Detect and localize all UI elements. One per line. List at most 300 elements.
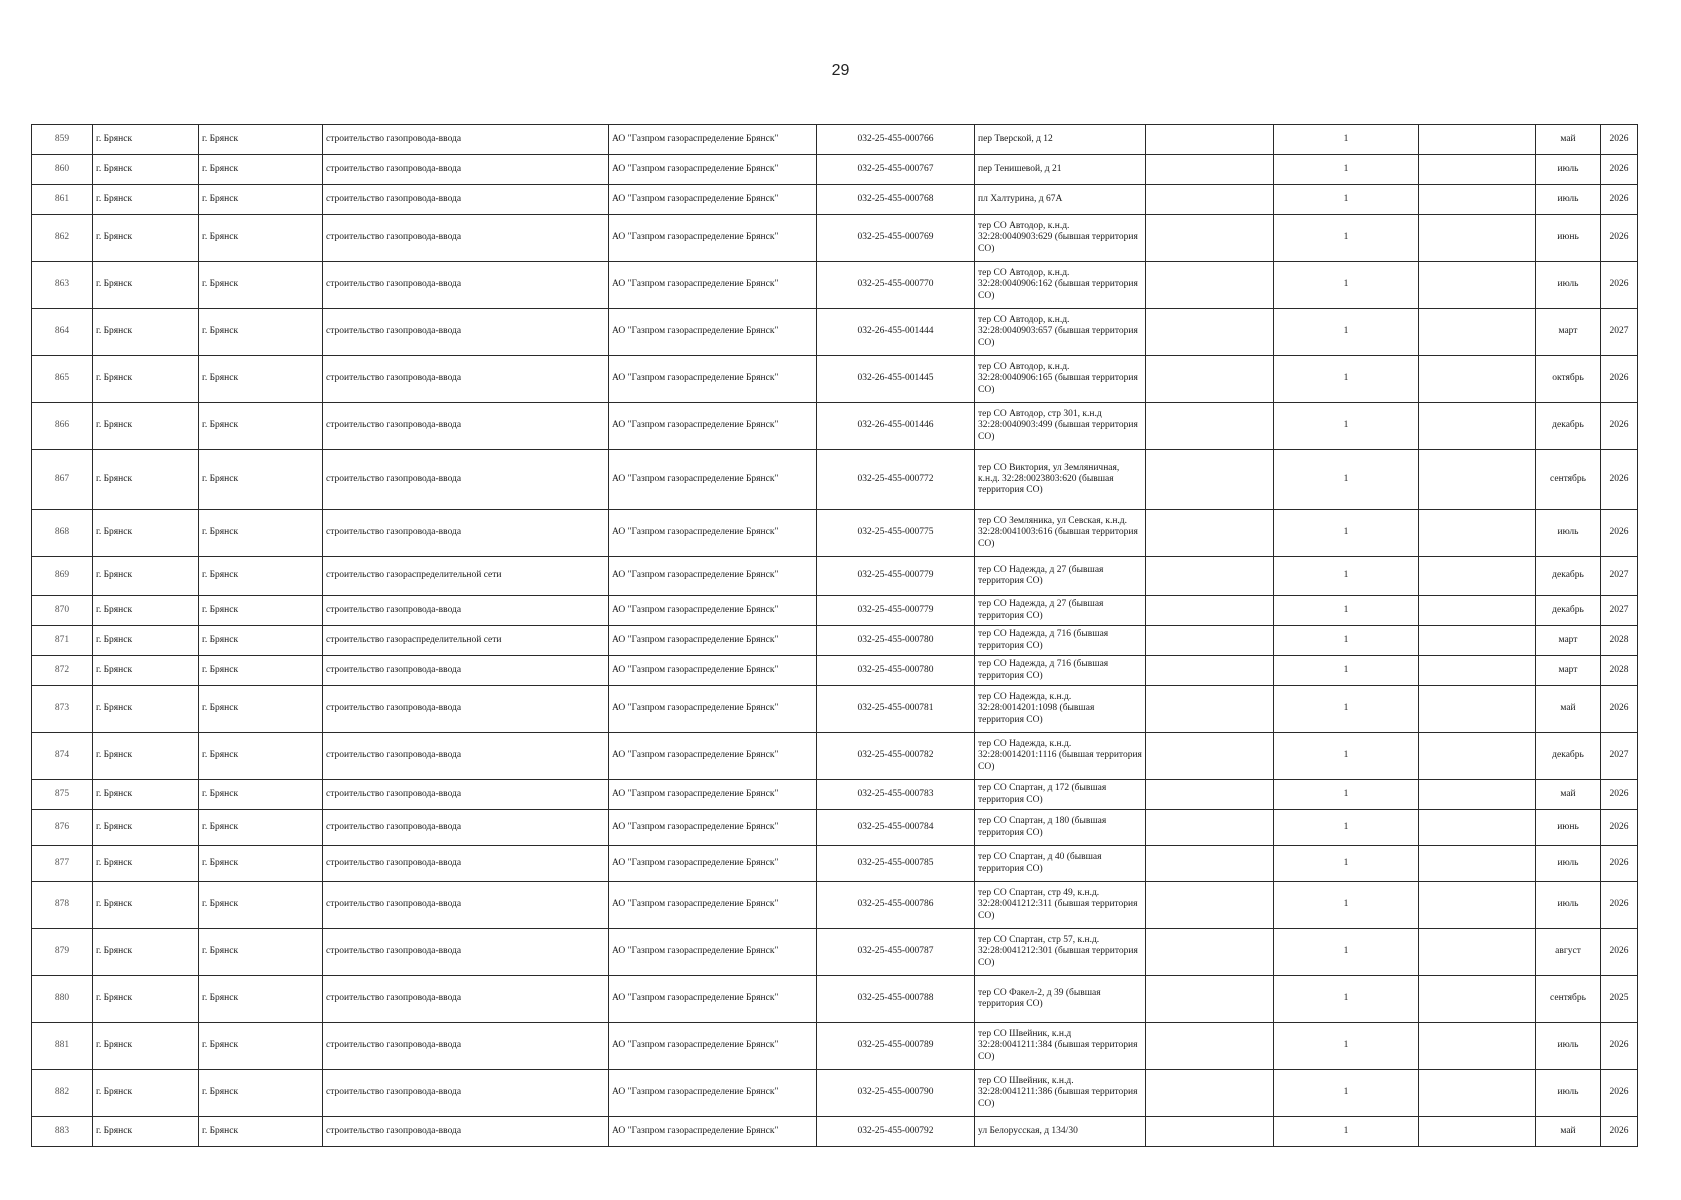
month-cell: июль — [1536, 1023, 1601, 1070]
table-row — [32, 262, 1638, 309]
work-type-cell: строительство газопровода-ввода — [323, 185, 609, 215]
organization-cell: АО "Газпром газораспределение Брянск" — [609, 846, 817, 882]
code-cell: 032-25-455-000780 — [817, 656, 975, 686]
row-number: 881 — [32, 1023, 93, 1070]
quantity-cell: 1 — [1274, 810, 1419, 846]
year-cell: 2027 — [1601, 596, 1638, 626]
organization-cell: АО "Газпром газораспределение Брянск" — [609, 185, 817, 215]
table-row — [32, 846, 1638, 882]
year-cell: 2026 — [1601, 882, 1638, 929]
month-cell: декабрь — [1536, 733, 1601, 780]
organization-cell: АО "Газпром газораспределение Брянск" — [609, 262, 817, 309]
quantity-cell: 1 — [1274, 1070, 1419, 1117]
settlement-cell: г. Брянск — [93, 356, 199, 403]
work-type-cell: строительство газопровода-ввода — [323, 1117, 609, 1147]
row-number: 873 — [32, 686, 93, 733]
quantity-cell: 1 — [1274, 626, 1419, 656]
table-row — [32, 686, 1638, 733]
address-cell: тер СО Земляника, ул Севская, к.н.д. 32:28:0041003:616 (бывшая территория СО) — [975, 510, 1146, 557]
code-cell: 032-26-455-001446 — [817, 403, 975, 450]
row-number: 882 — [32, 1070, 93, 1117]
settlement-cell: г. Брянск — [93, 596, 199, 626]
year-cell: 2026 — [1601, 450, 1638, 510]
organization-cell: АО "Газпром газораспределение Брянск" — [609, 557, 817, 596]
city-cell: г. Брянск — [199, 125, 323, 155]
table-row — [32, 450, 1638, 510]
year-cell: 2026 — [1601, 1023, 1638, 1070]
settlement-cell: г. Брянск — [93, 155, 199, 185]
empty-cell — [1419, 846, 1536, 882]
code-cell: 032-25-455-000788 — [817, 976, 975, 1023]
city-cell: г. Брянск — [199, 780, 323, 810]
row-number: 872 — [32, 656, 93, 686]
settlement-cell: г. Брянск — [93, 215, 199, 262]
code-cell: 032-26-455-001445 — [817, 356, 975, 403]
empty-cell — [1419, 1070, 1536, 1117]
city-cell: г. Брянск — [199, 626, 323, 656]
address-cell: тер СО Надежда, д 716 (бывшая территория СО) — [975, 626, 1146, 656]
organization-cell: АО "Газпром газораспределение Брянск" — [609, 125, 817, 155]
address-cell: пер Тенишевой, д 21 — [975, 155, 1146, 185]
empty-cell — [1146, 626, 1274, 656]
empty-cell — [1146, 656, 1274, 686]
organization-cell: АО "Газпром газораспределение Брянск" — [609, 656, 817, 686]
row-number: 880 — [32, 976, 93, 1023]
year-cell: 2026 — [1601, 155, 1638, 185]
city-cell: г. Брянск — [199, 846, 323, 882]
work-type-cell: строительство газопровода-ввода — [323, 596, 609, 626]
empty-cell — [1419, 686, 1536, 733]
quantity-cell: 1 — [1274, 780, 1419, 810]
month-cell: сентябрь — [1536, 976, 1601, 1023]
work-type-cell: строительство газораспределительной сети — [323, 626, 609, 656]
address-cell: пер Тверской, д 12 — [975, 125, 1146, 155]
code-cell: 032-25-455-000768 — [817, 185, 975, 215]
table-row — [32, 1070, 1638, 1117]
year-cell: 2026 — [1601, 403, 1638, 450]
settlement-cell: г. Брянск — [93, 686, 199, 733]
year-cell: 2026 — [1601, 125, 1638, 155]
empty-cell — [1146, 976, 1274, 1023]
empty-cell — [1146, 810, 1274, 846]
organization-cell: АО "Газпром газораспределение Брянск" — [609, 510, 817, 557]
address-cell: тер СО Швейник, к.н.д 32:28:0041211:384 (бывшая территория СО) — [975, 1023, 1146, 1070]
empty-cell — [1419, 309, 1536, 356]
address-cell: тер СО Надежда, д 27 (бывшая территория СО) — [975, 557, 1146, 596]
table-row — [32, 557, 1638, 596]
address-cell: тер СО Спартан, д 40 (бывшая территория СО) — [975, 846, 1146, 882]
settlement-cell: г. Брянск — [93, 403, 199, 450]
year-cell: 2027 — [1601, 557, 1638, 596]
table-row — [32, 215, 1638, 262]
row-number: 876 — [32, 810, 93, 846]
code-cell: 032-25-455-000779 — [817, 596, 975, 626]
empty-cell — [1146, 780, 1274, 810]
settlement-cell: г. Брянск — [93, 846, 199, 882]
city-cell: г. Брянск — [199, 185, 323, 215]
city-cell: г. Брянск — [199, 929, 323, 976]
empty-cell — [1146, 1117, 1274, 1147]
work-type-cell: строительство газопровода-ввода — [323, 733, 609, 780]
empty-cell — [1419, 356, 1536, 403]
table-row — [32, 780, 1638, 810]
settlement-cell: г. Брянск — [93, 929, 199, 976]
empty-cell — [1146, 125, 1274, 155]
address-cell: тер СО Надежда, к.н.д. 32:28:0014201:1098 (бывшая территория СО) — [975, 686, 1146, 733]
quantity-cell: 1 — [1274, 403, 1419, 450]
table-row — [32, 596, 1638, 626]
work-type-cell: строительство газопровода-ввода — [323, 929, 609, 976]
quantity-cell: 1 — [1274, 262, 1419, 309]
organization-cell: АО "Газпром газораспределение Брянск" — [609, 810, 817, 846]
table-row — [32, 976, 1638, 1023]
month-cell: май — [1536, 686, 1601, 733]
table-row — [32, 510, 1638, 557]
year-cell: 2026 — [1601, 929, 1638, 976]
empty-cell — [1419, 262, 1536, 309]
empty-cell — [1146, 1070, 1274, 1117]
work-type-cell: строительство газопровода-ввода — [323, 450, 609, 510]
empty-cell — [1146, 510, 1274, 557]
city-cell: г. Брянск — [199, 403, 323, 450]
city-cell: г. Брянск — [199, 510, 323, 557]
work-type-cell: строительство газопровода-ввода — [323, 686, 609, 733]
settlement-cell: г. Брянск — [93, 557, 199, 596]
month-cell: октябрь — [1536, 356, 1601, 403]
year-cell: 2027 — [1601, 733, 1638, 780]
month-cell: июль — [1536, 510, 1601, 557]
empty-cell — [1146, 262, 1274, 309]
city-cell: г. Брянск — [199, 262, 323, 309]
settlement-cell: г. Брянск — [93, 309, 199, 356]
month-cell: июль — [1536, 882, 1601, 929]
quantity-cell: 1 — [1274, 557, 1419, 596]
work-type-cell: строительство газопровода-ввода — [323, 1070, 609, 1117]
address-cell: тер СО Надежда, д 716 (бывшая территория СО) — [975, 656, 1146, 686]
organization-cell: АО "Газпром газораспределение Брянск" — [609, 1023, 817, 1070]
code-cell: 032-25-455-000790 — [817, 1070, 975, 1117]
settlement-cell: г. Брянск — [93, 450, 199, 510]
code-cell: 032-25-455-000781 — [817, 686, 975, 733]
empty-cell — [1419, 1023, 1536, 1070]
empty-cell — [1146, 596, 1274, 626]
row-number: 865 — [32, 356, 93, 403]
row-number: 868 — [32, 510, 93, 557]
settlement-cell: г. Брянск — [93, 810, 199, 846]
organization-cell: АО "Газпром газораспределение Брянск" — [609, 626, 817, 656]
empty-cell — [1419, 780, 1536, 810]
row-number: 864 — [32, 309, 93, 356]
year-cell: 2026 — [1601, 686, 1638, 733]
work-type-cell: строительство газопровода-ввода — [323, 846, 609, 882]
address-cell: тер СО Автодор, стр 301, к.н.д 32:28:0040903:499 (бывшая территория СО) — [975, 403, 1146, 450]
organization-cell: АО "Газпром газораспределение Брянск" — [609, 686, 817, 733]
work-type-cell: строительство газопровода-ввода — [323, 976, 609, 1023]
row-number: 866 — [32, 403, 93, 450]
table-row — [32, 125, 1638, 155]
settlement-cell: г. Брянск — [93, 976, 199, 1023]
empty-cell — [1419, 596, 1536, 626]
quantity-cell: 1 — [1274, 215, 1419, 262]
address-cell: тер СО Надежда, к.н.д. 32:28:0014201:1116 (бывшая территория СО) — [975, 733, 1146, 780]
empty-cell — [1146, 929, 1274, 976]
address-cell: тер СО Спартан, стр 57, к.н.д. 32:28:0041212:301 (бывшая территория СО) — [975, 929, 1146, 976]
address-cell: тер СО Автодор, к.н.д. 32:28:0040903:629 (бывшая территория СО) — [975, 215, 1146, 262]
empty-cell — [1419, 403, 1536, 450]
code-cell: 032-25-455-000786 — [817, 882, 975, 929]
organization-cell: АО "Газпром газораспределение Брянск" — [609, 155, 817, 185]
row-number: 878 — [32, 882, 93, 929]
code-cell: 032-25-455-000785 — [817, 846, 975, 882]
table-row — [32, 356, 1638, 403]
row-number: 860 — [32, 155, 93, 185]
city-cell: г. Брянск — [199, 976, 323, 1023]
settlement-cell: г. Брянск — [93, 882, 199, 929]
row-number: 874 — [32, 733, 93, 780]
work-type-cell: строительство газопровода-ввода — [323, 510, 609, 557]
work-type-cell: строительство газопровода-ввода — [323, 155, 609, 185]
table-row — [32, 929, 1638, 976]
code-cell: 032-25-455-000775 — [817, 510, 975, 557]
organization-cell: АО "Газпром газораспределение Брянск" — [609, 403, 817, 450]
empty-cell — [1146, 450, 1274, 510]
quantity-cell: 1 — [1274, 185, 1419, 215]
quantity-cell: 1 — [1274, 155, 1419, 185]
quantity-cell: 1 — [1274, 596, 1419, 626]
empty-cell — [1146, 215, 1274, 262]
empty-cell — [1419, 882, 1536, 929]
settlement-cell: г. Брянск — [93, 656, 199, 686]
address-cell: тер СО Автодор, к.н.д. 32:28:0040903:657 (бывшая территория СО) — [975, 309, 1146, 356]
year-cell: 2025 — [1601, 976, 1638, 1023]
table-row — [32, 810, 1638, 846]
row-number: 883 — [32, 1117, 93, 1147]
empty-cell — [1146, 882, 1274, 929]
table-row — [32, 309, 1638, 356]
empty-cell — [1146, 185, 1274, 215]
work-type-cell: строительство газопровода-ввода — [323, 1023, 609, 1070]
code-cell: 032-25-455-000770 — [817, 262, 975, 309]
table-row — [32, 185, 1638, 215]
code-cell: 032-25-455-000787 — [817, 929, 975, 976]
empty-cell — [1146, 356, 1274, 403]
address-cell: тер СО Автодор, к.н.д. 32:28:0040906:165 (бывшая территория СО) — [975, 356, 1146, 403]
code-cell: 032-25-455-000789 — [817, 1023, 975, 1070]
city-cell: г. Брянск — [199, 1117, 323, 1147]
city-cell: г. Брянск — [199, 810, 323, 846]
empty-cell — [1419, 929, 1536, 976]
organization-cell: АО "Газпром газораспределение Брянск" — [609, 882, 817, 929]
quantity-cell: 1 — [1274, 846, 1419, 882]
address-cell: тер СО Спартан, д 180 (бывшая территория СО) — [975, 810, 1146, 846]
city-cell: г. Брянск — [199, 686, 323, 733]
year-cell: 2026 — [1601, 262, 1638, 309]
city-cell: г. Брянск — [199, 450, 323, 510]
month-cell: июль — [1536, 846, 1601, 882]
work-type-cell: строительство газопровода-ввода — [323, 356, 609, 403]
code-cell: 032-25-455-000767 — [817, 155, 975, 185]
table-row — [32, 403, 1638, 450]
organization-cell: АО "Газпром газораспределение Брянск" — [609, 596, 817, 626]
address-cell: тер СО Надежда, д 27 (бывшая территория СО) — [975, 596, 1146, 626]
empty-cell — [1146, 686, 1274, 733]
row-number: 877 — [32, 846, 93, 882]
settlement-cell: г. Брянск — [93, 262, 199, 309]
year-cell: 2027 — [1601, 309, 1638, 356]
table-body — [32, 125, 1638, 1147]
organization-cell: АО "Газпром газораспределение Брянск" — [609, 1117, 817, 1147]
year-cell: 2026 — [1601, 780, 1638, 810]
month-cell: июль — [1536, 1070, 1601, 1117]
empty-cell — [1419, 626, 1536, 656]
city-cell: г. Брянск — [199, 557, 323, 596]
row-number: 875 — [32, 780, 93, 810]
settlement-cell: г. Брянск — [93, 125, 199, 155]
empty-cell — [1146, 155, 1274, 185]
row-number: 867 — [32, 450, 93, 510]
table-row — [32, 733, 1638, 780]
work-type-cell: строительство газопровода-ввода — [323, 403, 609, 450]
quantity-cell: 1 — [1274, 882, 1419, 929]
page-number: 29 — [831, 62, 850, 79]
empty-cell — [1146, 846, 1274, 882]
code-cell: 032-25-455-000766 — [817, 125, 975, 155]
year-cell: 2026 — [1601, 185, 1638, 215]
address-cell: тер СО Виктория, ул Земляничная, к.н.д. 32:28:0023803:620 (бывшая территория СО) — [975, 450, 1146, 510]
month-cell: декабрь — [1536, 557, 1601, 596]
year-cell: 2026 — [1601, 356, 1638, 403]
code-cell: 032-25-455-000772 — [817, 450, 975, 510]
work-type-cell: строительство газопровода-ввода — [323, 215, 609, 262]
organization-cell: АО "Газпром газораспределение Брянск" — [609, 1070, 817, 1117]
month-cell: март — [1536, 309, 1601, 356]
empty-cell — [1419, 185, 1536, 215]
year-cell: 2028 — [1601, 626, 1638, 656]
settlement-cell: г. Брянск — [93, 1070, 199, 1117]
city-cell: г. Брянск — [199, 1023, 323, 1070]
row-number: 861 — [32, 185, 93, 215]
settlement-cell: г. Брянск — [93, 1023, 199, 1070]
city-cell: г. Брянск — [199, 1070, 323, 1117]
month-cell: март — [1536, 656, 1601, 686]
address-cell: пл Халтурина, д 67А — [975, 185, 1146, 215]
empty-cell — [1419, 733, 1536, 780]
empty-cell — [1146, 403, 1274, 450]
city-cell: г. Брянск — [199, 656, 323, 686]
year-cell: 2026 — [1601, 1117, 1638, 1147]
code-cell: 032-25-455-000792 — [817, 1117, 975, 1147]
empty-cell — [1419, 450, 1536, 510]
month-cell: декабрь — [1536, 596, 1601, 626]
empty-cell — [1146, 309, 1274, 356]
month-cell: декабрь — [1536, 403, 1601, 450]
settlement-cell: г. Брянск — [93, 626, 199, 656]
work-type-cell: строительство газопровода-ввода — [323, 656, 609, 686]
quantity-cell: 1 — [1274, 686, 1419, 733]
city-cell: г. Брянск — [199, 882, 323, 929]
organization-cell: АО "Газпром газораспределение Брянск" — [609, 733, 817, 780]
quantity-cell: 1 — [1274, 656, 1419, 686]
city-cell: г. Брянск — [199, 215, 323, 262]
code-cell: 032-25-455-000780 — [817, 626, 975, 656]
year-cell: 2026 — [1601, 510, 1638, 557]
city-cell: г. Брянск — [199, 356, 323, 403]
empty-cell — [1419, 810, 1536, 846]
quantity-cell: 1 — [1274, 1023, 1419, 1070]
month-cell: сентябрь — [1536, 450, 1601, 510]
empty-cell — [1419, 1117, 1536, 1147]
table-row — [32, 626, 1638, 656]
organization-cell: АО "Газпром газораспределение Брянск" — [609, 780, 817, 810]
month-cell: июнь — [1536, 810, 1601, 846]
address-cell: тер СО Швейник, к.н.д. 32:28:0041211:386 (бывшая территория СО) — [975, 1070, 1146, 1117]
city-cell: г. Брянск — [199, 309, 323, 356]
row-number: 859 — [32, 125, 93, 155]
organization-cell: АО "Газпром газораспределение Брянск" — [609, 356, 817, 403]
year-cell: 2028 — [1601, 656, 1638, 686]
settlement-cell: г. Брянск — [93, 1117, 199, 1147]
work-type-cell: строительство газопровода-ввода — [323, 262, 609, 309]
empty-cell — [1419, 656, 1536, 686]
month-cell: август — [1536, 929, 1601, 976]
empty-cell — [1419, 215, 1536, 262]
month-cell: март — [1536, 626, 1601, 656]
empty-cell — [1419, 976, 1536, 1023]
code-cell: 032-25-455-000782 — [817, 733, 975, 780]
work-type-cell: строительство газопровода-ввода — [323, 125, 609, 155]
empty-cell — [1419, 557, 1536, 596]
quantity-cell: 1 — [1274, 356, 1419, 403]
organization-cell: АО "Газпром газораспределение Брянск" — [609, 215, 817, 262]
empty-cell — [1146, 733, 1274, 780]
table-row — [32, 1023, 1638, 1070]
year-cell: 2026 — [1601, 1070, 1638, 1117]
quantity-cell: 1 — [1274, 309, 1419, 356]
table-row — [32, 155, 1638, 185]
month-cell: июль — [1536, 262, 1601, 309]
settlement-cell: г. Брянск — [93, 733, 199, 780]
row-number: 869 — [32, 557, 93, 596]
month-cell: июль — [1536, 155, 1601, 185]
quantity-cell: 1 — [1274, 976, 1419, 1023]
year-cell: 2026 — [1601, 215, 1638, 262]
quantity-cell: 1 — [1274, 1117, 1419, 1147]
empty-cell — [1146, 1023, 1274, 1070]
work-type-cell: строительство газопровода-ввода — [323, 882, 609, 929]
month-cell: май — [1536, 1117, 1601, 1147]
row-number: 863 — [32, 262, 93, 309]
organization-cell: АО "Газпром газораспределение Брянск" — [609, 976, 817, 1023]
work-type-cell: строительство газопровода-ввода — [323, 309, 609, 356]
month-cell: июнь — [1536, 215, 1601, 262]
address-cell: тер СО Автодор, к.н.д. 32:28:0040906:162 (бывшая территория СО) — [975, 262, 1146, 309]
year-cell: 2026 — [1601, 810, 1638, 846]
row-number: 870 — [32, 596, 93, 626]
quantity-cell: 1 — [1274, 450, 1419, 510]
city-cell: г. Брянск — [199, 155, 323, 185]
registry-table — [31, 124, 1638, 1147]
table-row — [32, 882, 1638, 929]
settlement-cell: г. Брянск — [93, 185, 199, 215]
work-type-cell: строительство газопровода-ввода — [323, 780, 609, 810]
settlement-cell: г. Брянск — [93, 510, 199, 557]
quantity-cell: 1 — [1274, 510, 1419, 557]
empty-cell — [1146, 557, 1274, 596]
address-cell: тер СО Факел-2, д 39 (бывшая территория СО) — [975, 976, 1146, 1023]
empty-cell — [1419, 155, 1536, 185]
table-row — [32, 656, 1638, 686]
city-cell: г. Брянск — [199, 733, 323, 780]
